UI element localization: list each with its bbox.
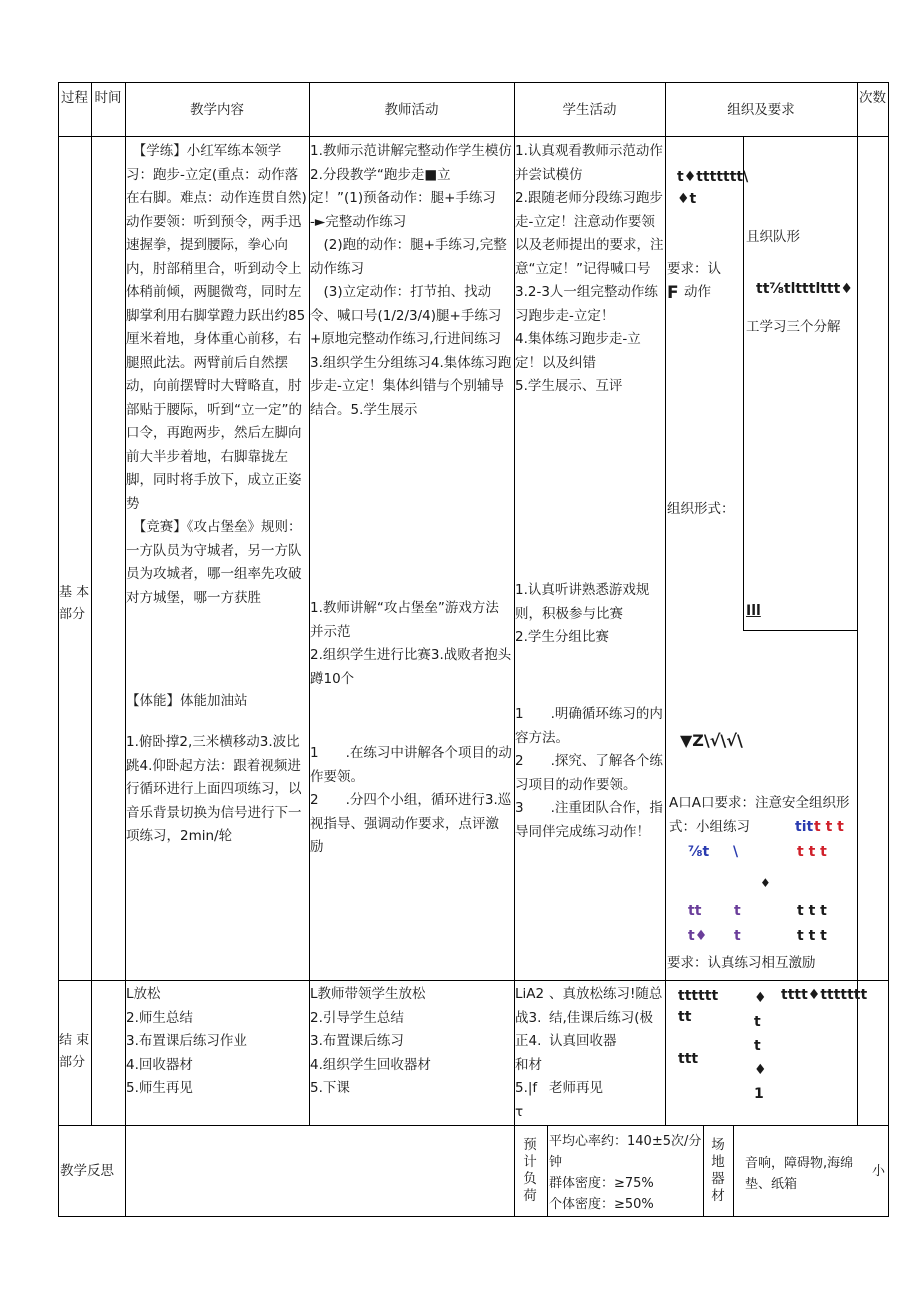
org-requirement-2: A口A口要求：注意安全组织形式：小组练习 (669, 795, 850, 835)
end-bottom-border (58, 1125, 888, 1126)
col-border-venue-label (733, 1125, 734, 1217)
header-row-border (58, 136, 888, 137)
header-process: 过程 (61, 90, 88, 106)
footer-venue-label: 场地器材 (711, 1137, 725, 1204)
org-ttt-mark-1: t t t (814, 819, 844, 835)
footer-load-text: 平均心率约：140±5次/分钟 群体密度：≥75% 个体密度：≥50% (549, 1134, 702, 1212)
end-teacher: L教师带领学生放松 2.引导学生总结 3.布置课后练习 4.组织学生回收器材 5.下课 (310, 986, 431, 1096)
col-border-student (665, 82, 666, 1126)
basic-teacher-3: 1 .在练习中讲解各个项目的动作要领。 2 .分四个小组，循环进行3.巡视指导、强调动作要求，点评激励 (310, 745, 512, 855)
org-right-formation: 且织队形 (746, 229, 800, 245)
header-content: 教学内容 (190, 102, 244, 118)
header-time: 时间 (94, 90, 122, 106)
basic-fitness-title: 【体能】体能加油站 (126, 693, 248, 709)
basic-teacher-1: 1.教师示范讲解完整动作学生模仿 2.分段教学“跑步走■立 定！”(1)预备动作：腿+手练习 -►完整动作练习 (2)跑的动作：腿+手练习,完整动作练习 (3)立定动作：打节拍、找动令、喊口号(1/2/3/4)腿+手练习+原地完整动作练习,行进间练习3.组织学生分组练习4.集体练习跑步走-立定！集体纠错与个别辅导结合。5.学生展示 (310, 143, 512, 418)
org-right-iii-mark: Ill (746, 603, 761, 619)
footer-reflection: 教学反思 (60, 1163, 114, 1179)
org-requirement-1: 要求：认 (667, 261, 721, 277)
org-ttt-mark-3: t t t (797, 903, 827, 919)
end-student-right: 、真放松练习!随总结,佳课后练习(极认真回收器 老师再见 (549, 986, 663, 1096)
table-bottom-border (58, 1216, 888, 1217)
basic-content-text: 【学练】小红军练本领学习：跑步-立定(重点：动作落在右脚。难点：动作连贯自然) 动作要领：听到预令，两手迅速握拳，提到腰际，拳心向内，肘部稍里合，听到动令上体稍前倾，两腿微弯，同时左脚掌利用右脚掌蹬力跃出约85厘米着地，身体重心前移，右腿照此法。两臂前后自然摆动，向前摆臂时大臂略直，肘部贴于腰际，听到“立一定”的口令，再跑两步，然后左脚向前大半步着地，右脚靠拢左脚，同时将手放下，成立正姿势 【竞赛】《攻占堡垒》规则：一方队员为守城者，另一方队员为攻城者，哪一组率先攻破对方城堡，哪一方获胜 (126, 143, 307, 606)
org-action-text: 动作 (684, 284, 711, 300)
footer-load-label: 预计负荷 (523, 1137, 537, 1204)
basic-teacher-2: 1.教师讲解“攻占堡垒”游戏方法并示范 2.组织学生进行比赛3.战败者抱头蹲10个 (310, 600, 512, 687)
org-tit-mark: tit (795, 819, 814, 835)
col-border-load-label (547, 1125, 548, 1217)
org-split-line (743, 630, 857, 631)
header-organization: 组织及要求 (727, 102, 795, 118)
org-ttt-mark-2: t t t (797, 844, 827, 860)
end-student-left: LiA2战3.正4.和材5.|fτ (515, 986, 545, 1120)
basic-section-label: 基 本 部分 (59, 585, 90, 622)
org-tdiamond-mark: t♦ (688, 928, 708, 944)
org-tt-mark: tt (688, 903, 702, 919)
end-marks-b: ♦ t t ♦ 1 (754, 990, 767, 1102)
org-t-mark-1: t (734, 903, 741, 919)
basic-student-1: 1.认真观看教师示范动作并尝试模仿 2.跟随老师分段练习跑步走-立定！注意动作要领以及老师提出的要求，注意“立定！”记得喊口号 3.2-3人一组完整动作练习跑步走-立定！ 4.集体练习跑步走-立定！以及纠错 5.学生展示、互评 (515, 143, 664, 394)
org-requirement-3: 要求：认真练习相互激励 (667, 955, 816, 971)
header-teacher: 教师活动 (384, 102, 439, 118)
end-content: L放松 2.师生总结 3.布置课后练习作业 4.回收器材 5.师生再见 (126, 986, 247, 1096)
end-marks-c: tttt♦ttttttt (781, 987, 868, 1003)
org-ttt-mark-4: t t t (797, 928, 827, 944)
basic-student-2: 1.认真听讲熟悉游戏规则，积极参与比赛 2.学生分组比赛 (515, 582, 650, 645)
col-border-org-split (743, 136, 744, 631)
col-border-process (91, 82, 92, 1126)
org-t-mark-2: t (734, 928, 741, 944)
col-border-load-text (703, 1125, 704, 1217)
org-right-marks: tt⅞tltttlttt♦ (756, 281, 853, 297)
footer-small: 小 (872, 1164, 886, 1179)
org-zv-marks: ▼Z\√\√\ (680, 731, 743, 750)
col-border-right (888, 82, 889, 1217)
org-f-mark: F (667, 283, 679, 303)
end-section-label: 结 束 部分 (59, 1033, 90, 1070)
org-form-1: 组织形式： (667, 501, 735, 517)
basic-student-3: 1 .明确循环练习的内容方法。 2 .探究、了解各个练习项目的动作要领。 3 .注重团队合作，指导同伴完成练习动作！ (515, 706, 663, 840)
end-marks-a: tttttt tt ttt (678, 988, 719, 1067)
org-78t-mark: ⅞t (688, 844, 710, 860)
footer-venue-text: 音响，障碍物,海绵垫、纸箱 (745, 1156, 854, 1192)
org-slash-mark: \ (733, 844, 739, 860)
table-top-border (58, 82, 888, 83)
org-formation-marks-1: t♦ttttttt\ ♦t (677, 169, 749, 207)
org-right-text: 工学习三个分解 (746, 319, 841, 335)
header-student: 学生活动 (562, 102, 617, 118)
org-diamond-mark: ♦ (760, 876, 771, 890)
basic-bottom-border (58, 980, 888, 981)
header-count: 次数 (859, 90, 886, 106)
basic-fitness-text: 1.俯卧撑2,三米横移动3.波比跳4.仰卧起方法：跟着视频进行循环进行上面四项练习，以音乐背景切换为信号进行下一项练习，2min∕轮 (126, 734, 302, 844)
col-border-org (857, 82, 858, 1126)
